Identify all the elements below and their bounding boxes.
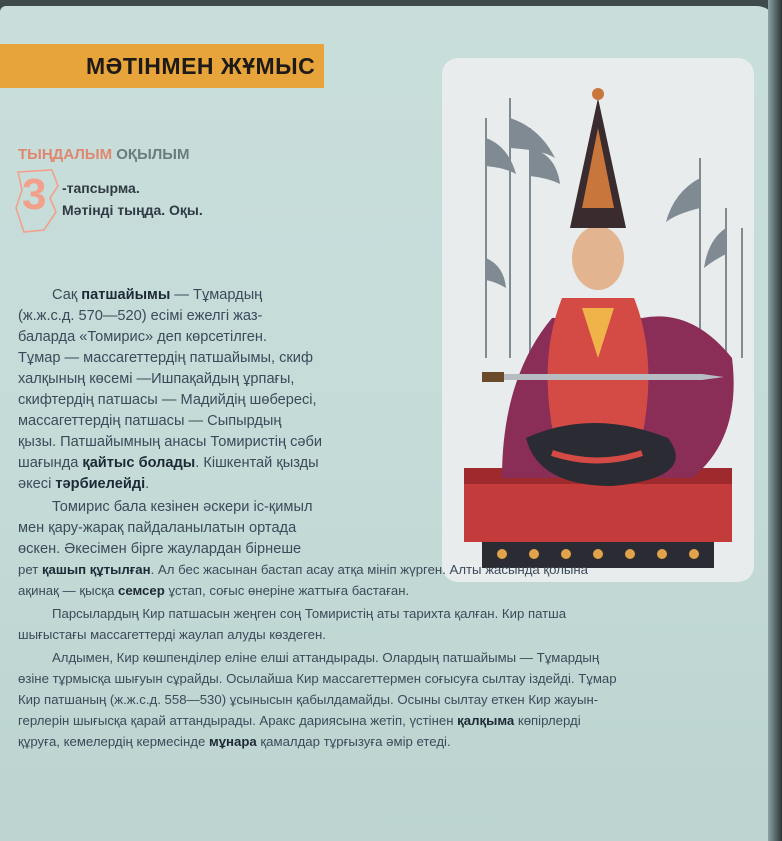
bold-term: қайтыс болады (82, 455, 196, 471)
text-line (18, 433, 322, 451)
text-line (18, 370, 294, 388)
text-line (18, 712, 581, 730)
text-segment: әкесі (18, 476, 56, 492)
listening-label: ТЫҢДАЛЫМ (18, 146, 113, 163)
text-segment: Тұмар — массагеттердің патшайымы, скиф (18, 350, 313, 366)
task-number: 3 (22, 170, 47, 219)
text-segment: халқының көсемі —Ишпақайдың ұрпағы, (18, 371, 295, 387)
text-line (18, 454, 319, 472)
text-segment: (ж.ж.с.д. 570—520) есімі ежелгі жаз- (18, 308, 263, 324)
text-segment: ақинақ — қысқа (18, 583, 118, 598)
text-line (18, 540, 301, 558)
text-segment: Алдымен, Кир көшпенділер еліне елші аттандырады. Олардың патшайымы — Тұмардың (52, 650, 600, 665)
banner-title: МӘТІНМЕН ЖҰМЫС (86, 53, 316, 79)
text-line (18, 475, 149, 493)
text-line (18, 626, 326, 644)
text-line (18, 582, 409, 600)
text-segment: қамалдар тұрғызуға әмір етеді. (256, 734, 451, 749)
text-segment: массагеттердің патшасы — Сыпырдың (18, 413, 282, 429)
text-segment: Томирис бала кезінен әскери іс-қимыл (52, 499, 313, 515)
text-segment: . (145, 476, 150, 492)
text-segment: Кир патшаның (ж.ж.с.д. 558—530) ұсынысын қабылдамайды. Осыны сылтау еткен Кир жауын- (18, 692, 599, 707)
text-line (18, 691, 598, 709)
text-line (52, 649, 599, 667)
text-line (18, 733, 451, 751)
text-line (18, 307, 262, 325)
text-segment: Сақ (52, 287, 82, 303)
text-line (18, 670, 617, 688)
text-segment: шығыстағы массагеттерді жаулап алуды көздеген. (18, 627, 326, 642)
text-segment: . Кішкентай қызды (195, 455, 319, 471)
text-segment: өскен. Әкесімен бірге жаулардан бірнеше (18, 541, 302, 557)
queen-tomyris-illustration (442, 58, 754, 582)
task-title: -тапсырма. (62, 180, 140, 196)
task-instruction: Мәтінді тыңда. Оқы. (62, 202, 203, 218)
text-segment: — Тұмардың (170, 287, 263, 303)
text-line (52, 286, 262, 304)
text-segment: мен қару-жарақ пайдаланылатын ортада (18, 520, 297, 536)
text-segment: ұстап, соғыс өнеріне жаттыға бастаған. (164, 583, 410, 598)
text-segment: қызы. Патшайымның анасы Томиристің сәби (18, 434, 323, 450)
illustration-card (442, 58, 754, 582)
text-line (18, 412, 281, 430)
text-segment: рет (18, 562, 42, 577)
text-line (52, 605, 566, 623)
activity-label (18, 146, 189, 163)
text-segment: скифтердің патшасы — Мадийдің шөбересі, (18, 392, 317, 408)
text-segment: баларда «Томирис» деп көрсетілген. (18, 329, 267, 345)
text-line (52, 498, 312, 516)
bold-term: семсер (117, 583, 165, 598)
text-segment: өзіне тұрмысқа шығуын сұрайды. Осылайша Кир массагеттермен соғысуға сылтау іздейді. Тұмар (18, 671, 617, 686)
reading-label: ОҚЫЛЫМ (116, 146, 190, 163)
text-line (18, 328, 267, 346)
bold-term: қашып құтылған (41, 562, 151, 577)
page-edge (768, 0, 782, 841)
text-segment: Парсылардың Кир патшасын жеңген соң Томиристің аты тарихта қалған. Кир патша (52, 606, 567, 621)
bold-term: мұнара (208, 734, 257, 749)
text-line (18, 519, 296, 537)
text-segment: герлерін шығысқа қарай аттандырады. Аракс дариясына жетіп, үстінен (18, 713, 458, 728)
text-segment: шағында (18, 455, 83, 471)
bold-term: қалқыма (457, 713, 515, 728)
text-line (18, 561, 588, 579)
text-line (18, 391, 317, 409)
text-segment: . Ал бес жасынан бастап асау атқа мініп жүрген. Алты жасында қолына (150, 562, 589, 577)
text-segment: көпірлерді (514, 713, 581, 728)
text-segment: құруға, кемелердің кермесінде (18, 734, 209, 749)
text-line (18, 349, 313, 367)
bold-term: тәрбиелейді (55, 476, 146, 492)
bold-term: патшайымы (81, 287, 171, 303)
